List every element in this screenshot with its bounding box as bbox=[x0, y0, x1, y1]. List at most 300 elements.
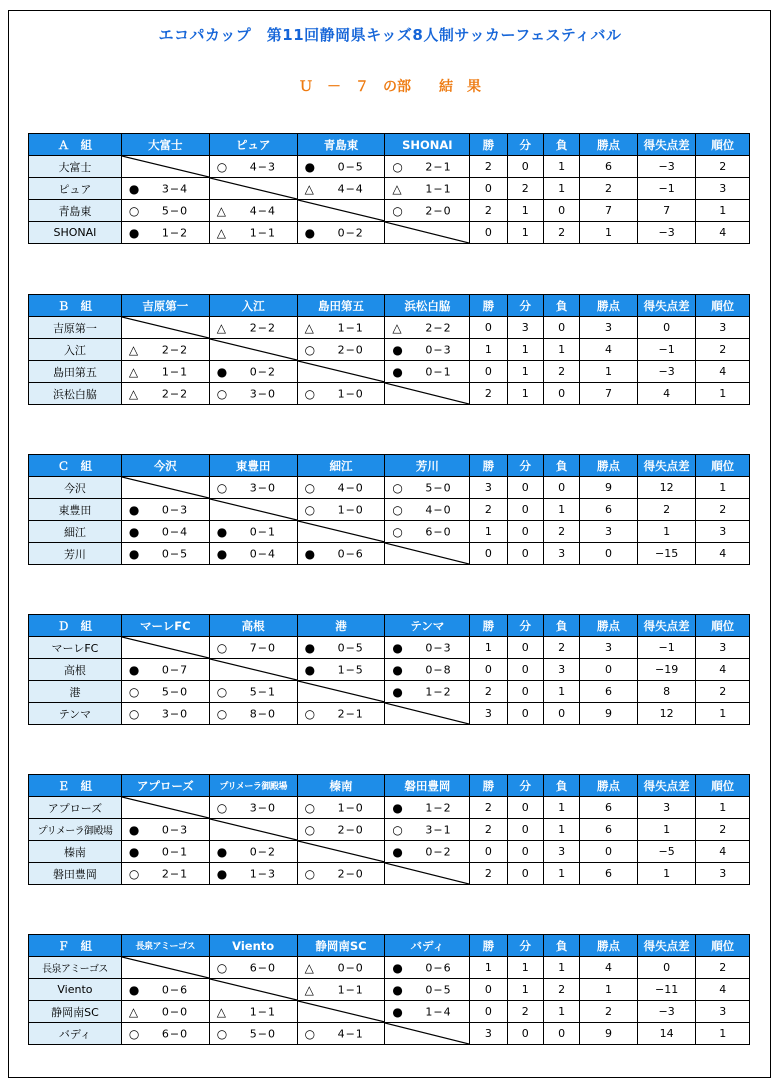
stat-header: 順位 bbox=[696, 134, 750, 156]
stat-value: 0 bbox=[470, 222, 507, 244]
result-mark: ○ bbox=[304, 800, 316, 815]
stat-value: 0 bbox=[543, 1023, 579, 1045]
match-result bbox=[297, 317, 385, 339]
stat-value: 1 bbox=[507, 339, 543, 361]
match-result bbox=[121, 703, 209, 725]
result-score: 0−6 bbox=[337, 547, 364, 560]
result-score: 0−6 bbox=[161, 983, 189, 996]
column-team-header: SHONAI bbox=[385, 134, 470, 156]
stat-header: 勝 bbox=[470, 295, 507, 317]
stat-value: 2 bbox=[696, 819, 750, 841]
match-result bbox=[297, 703, 385, 725]
result-mark: ● bbox=[392, 662, 403, 677]
stat-header: 勝 bbox=[470, 455, 507, 477]
group-name: Ｆ 組 bbox=[29, 935, 122, 957]
table-row bbox=[29, 797, 750, 819]
stat-value: 3 bbox=[543, 543, 579, 565]
result-mark: ● bbox=[128, 502, 140, 517]
result-mark: ○ bbox=[392, 480, 403, 495]
stat-value: 4 bbox=[696, 659, 750, 681]
stat-header: 分 bbox=[507, 775, 543, 797]
row-team-name: Viento bbox=[29, 979, 122, 1001]
stat-value: 1 bbox=[580, 361, 638, 383]
match-result bbox=[121, 361, 209, 383]
match-result bbox=[209, 703, 297, 725]
result-score: 0−4 bbox=[249, 547, 276, 560]
match-result bbox=[385, 1001, 470, 1023]
match-result bbox=[297, 339, 385, 361]
match-result bbox=[121, 1023, 209, 1045]
stat-value: 6 bbox=[580, 819, 638, 841]
column-team-header: 東豊田 bbox=[209, 455, 297, 477]
stat-header: 順位 bbox=[696, 455, 750, 477]
result-score: 2−0 bbox=[337, 867, 364, 880]
match-result bbox=[209, 222, 297, 244]
stat-header: 勝点 bbox=[580, 615, 638, 637]
column-team-header: テンマ bbox=[385, 615, 470, 637]
stat-value: 1 bbox=[543, 957, 579, 979]
result-mark: △ bbox=[392, 320, 402, 335]
stat-value: 2 bbox=[543, 979, 579, 1001]
match-result bbox=[209, 957, 297, 979]
row-team-name: 港 bbox=[29, 681, 122, 703]
stat-header: 得失点差 bbox=[637, 134, 696, 156]
result-mark: △ bbox=[216, 320, 226, 335]
row-team-name: 静岡南SC bbox=[29, 1001, 122, 1023]
result-mark: ○ bbox=[392, 822, 403, 837]
result-score: 0−7 bbox=[161, 663, 189, 676]
match-result bbox=[385, 957, 470, 979]
column-team-header: 今沢 bbox=[121, 455, 209, 477]
stat-value: 9 bbox=[580, 1023, 638, 1045]
diagonal-cell bbox=[297, 361, 385, 383]
stat-value: 4 bbox=[696, 841, 750, 863]
match-result bbox=[209, 841, 297, 863]
match-result bbox=[297, 178, 385, 200]
result-score: 0−1 bbox=[161, 845, 189, 858]
row-team-name: SHONAI bbox=[29, 222, 122, 244]
stat-value: 1 bbox=[507, 979, 543, 1001]
stat-value: 12 bbox=[637, 703, 696, 725]
row-team-name: アプローズ bbox=[29, 797, 122, 819]
result-score: 0−4 bbox=[161, 525, 189, 538]
stat-value: 6 bbox=[580, 156, 638, 178]
stat-value: 8 bbox=[637, 681, 696, 703]
stat-value: 9 bbox=[580, 477, 638, 499]
stat-value: 0 bbox=[470, 178, 507, 200]
match-result bbox=[121, 819, 209, 841]
match-result bbox=[385, 637, 470, 659]
stat-header: 順位 bbox=[696, 935, 750, 957]
row-team-name: バディ bbox=[29, 1023, 122, 1045]
match-result bbox=[209, 1001, 297, 1023]
result-score: 1−1 bbox=[337, 983, 364, 996]
stat-value: 2 bbox=[507, 1001, 543, 1023]
result-score: 1−1 bbox=[249, 226, 276, 239]
stat-value: 1 bbox=[507, 957, 543, 979]
result-score: 3−0 bbox=[249, 801, 276, 814]
match-result bbox=[297, 477, 385, 499]
stat-header: 負 bbox=[543, 775, 579, 797]
stat-value: 1 bbox=[580, 222, 638, 244]
diagonal-cell bbox=[297, 200, 385, 222]
table-row bbox=[29, 703, 750, 725]
stat-value: 1 bbox=[696, 797, 750, 819]
result-mark: ○ bbox=[216, 386, 228, 401]
stat-value: 2 bbox=[580, 1001, 638, 1023]
result-score: 3−0 bbox=[249, 481, 276, 494]
result-mark: ● bbox=[392, 364, 403, 379]
result-mark: ○ bbox=[392, 502, 403, 517]
stat-value: −19 bbox=[637, 659, 696, 681]
result-score: 0−2 bbox=[249, 365, 276, 378]
page-subtitle: Ｕ － ７ の部 結 果 bbox=[299, 79, 481, 95]
stat-value: 1 bbox=[696, 477, 750, 499]
match-result bbox=[297, 222, 385, 244]
diagonal-cell bbox=[209, 659, 297, 681]
table-row bbox=[29, 543, 750, 565]
table-row bbox=[29, 957, 750, 979]
result-mark: ● bbox=[304, 225, 316, 240]
stat-value: 9 bbox=[580, 703, 638, 725]
result-mark: ● bbox=[128, 524, 140, 539]
column-team-header: 島田第五 bbox=[297, 295, 385, 317]
diagonal-cell bbox=[209, 979, 297, 1001]
stat-value: 1 bbox=[470, 957, 507, 979]
result-mark: ○ bbox=[304, 502, 316, 517]
result-mark: ○ bbox=[128, 866, 140, 881]
result-score: 0−0 bbox=[337, 961, 364, 974]
stat-header: 分 bbox=[507, 295, 543, 317]
stat-value: 0 bbox=[637, 957, 696, 979]
stat-value: 2 bbox=[470, 156, 507, 178]
stat-value: 2 bbox=[696, 681, 750, 703]
match-result bbox=[297, 156, 385, 178]
stat-value: 6 bbox=[580, 681, 638, 703]
stat-header: 得失点差 bbox=[637, 775, 696, 797]
result-score: 5−0 bbox=[249, 1027, 276, 1040]
result-mark: △ bbox=[216, 203, 226, 218]
column-team-header: 大富士 bbox=[121, 134, 209, 156]
result-score: 1−1 bbox=[425, 182, 452, 195]
stat-value: 7 bbox=[637, 200, 696, 222]
row-team-name: 芳川 bbox=[29, 543, 122, 565]
stat-value: −3 bbox=[637, 1001, 696, 1023]
stat-value: 0 bbox=[543, 383, 579, 405]
stat-value: 0 bbox=[507, 499, 543, 521]
diagonal-cell bbox=[121, 637, 209, 659]
result-mark: ● bbox=[392, 640, 403, 655]
result-mark: ○ bbox=[304, 342, 316, 357]
stat-value: 4 bbox=[580, 957, 638, 979]
stat-value: 0 bbox=[507, 637, 543, 659]
result-mark: ● bbox=[304, 640, 316, 655]
table-row bbox=[29, 841, 750, 863]
stat-header: 負 bbox=[543, 455, 579, 477]
result-score: 1−2 bbox=[425, 801, 452, 814]
result-score: 8−0 bbox=[249, 707, 276, 720]
stat-value: 0 bbox=[507, 659, 543, 681]
result-mark: △ bbox=[128, 386, 139, 401]
row-team-name: テンマ bbox=[29, 703, 122, 725]
diagonal-cell bbox=[121, 797, 209, 819]
match-result bbox=[121, 339, 209, 361]
result-mark: △ bbox=[128, 342, 139, 357]
stat-header: 負 bbox=[543, 935, 579, 957]
result-score: 4−4 bbox=[337, 182, 364, 195]
match-result bbox=[209, 361, 297, 383]
result-score: 1−2 bbox=[425, 685, 452, 698]
stat-header: 勝点 bbox=[580, 935, 638, 957]
match-result bbox=[121, 499, 209, 521]
stat-value: 1 bbox=[543, 156, 579, 178]
result-mark: ○ bbox=[128, 706, 140, 721]
result-mark: ● bbox=[216, 546, 228, 561]
result-score: 5−0 bbox=[161, 685, 189, 698]
diagonal-cell bbox=[209, 339, 297, 361]
stat-value: 3 bbox=[543, 841, 579, 863]
column-team-header: 浜松白脇 bbox=[385, 295, 470, 317]
stat-value: 0 bbox=[580, 841, 638, 863]
stat-value: 0 bbox=[470, 317, 507, 339]
stat-value: 2 bbox=[470, 681, 507, 703]
stat-header: 勝点 bbox=[580, 775, 638, 797]
table-row bbox=[29, 659, 750, 681]
stat-header: 勝 bbox=[470, 615, 507, 637]
stat-value: 1 bbox=[637, 521, 696, 543]
match-result bbox=[121, 383, 209, 405]
result-score: 0−1 bbox=[249, 525, 276, 538]
result-mark: △ bbox=[304, 982, 314, 997]
match-result bbox=[121, 681, 209, 703]
diagonal-cell bbox=[385, 383, 470, 405]
match-result bbox=[121, 178, 209, 200]
stat-value: 2 bbox=[507, 178, 543, 200]
diagonal-cell bbox=[297, 521, 385, 543]
result-mark: △ bbox=[128, 1004, 139, 1019]
result-score: 0−5 bbox=[337, 160, 364, 173]
column-team-header: マーレFC bbox=[121, 615, 209, 637]
match-result bbox=[209, 156, 297, 178]
match-result bbox=[297, 499, 385, 521]
result-score: 2−0 bbox=[337, 823, 364, 836]
result-score: 5−1 bbox=[249, 685, 276, 698]
stat-value: 0 bbox=[580, 543, 638, 565]
diagonal-cell bbox=[385, 222, 470, 244]
column-team-header: 磐田豊岡 bbox=[385, 775, 470, 797]
match-result bbox=[209, 200, 297, 222]
result-mark: ● bbox=[128, 662, 140, 677]
stat-value: 6 bbox=[580, 797, 638, 819]
column-team-header: 静岡南SC bbox=[297, 935, 385, 957]
row-team-name: マーレFC bbox=[29, 637, 122, 659]
stat-header: 順位 bbox=[696, 295, 750, 317]
result-mark: ● bbox=[304, 662, 316, 677]
column-team-header: アプローズ bbox=[121, 775, 209, 797]
stat-value: 3 bbox=[543, 659, 579, 681]
result-mark: ○ bbox=[392, 159, 403, 174]
result-score: 2−1 bbox=[425, 160, 452, 173]
match-result bbox=[297, 383, 385, 405]
match-result bbox=[209, 543, 297, 565]
match-result bbox=[121, 200, 209, 222]
stat-value: 4 bbox=[696, 361, 750, 383]
match-result bbox=[297, 863, 385, 885]
stat-value: 0 bbox=[470, 1001, 507, 1023]
diagonal-cell bbox=[385, 703, 470, 725]
stat-value: 1 bbox=[507, 200, 543, 222]
stat-value: 0 bbox=[543, 703, 579, 725]
table-row bbox=[29, 499, 750, 521]
stat-value: 4 bbox=[637, 383, 696, 405]
stat-header: 勝 bbox=[470, 134, 507, 156]
result-score: 0−2 bbox=[249, 845, 276, 858]
match-result bbox=[385, 659, 470, 681]
table-row bbox=[29, 383, 750, 405]
group-header-row bbox=[29, 615, 750, 637]
stat-header: 負 bbox=[543, 295, 579, 317]
result-score: 4−0 bbox=[337, 481, 364, 494]
result-score: 0−3 bbox=[425, 343, 452, 356]
match-result bbox=[385, 819, 470, 841]
stat-value: 2 bbox=[543, 222, 579, 244]
result-score: 0−3 bbox=[161, 823, 189, 836]
stat-value: 3 bbox=[507, 317, 543, 339]
stat-value: 0 bbox=[507, 156, 543, 178]
stat-value: 6 bbox=[580, 499, 638, 521]
stat-value: 3 bbox=[696, 521, 750, 543]
row-team-name: 高根 bbox=[29, 659, 122, 681]
table-row bbox=[29, 979, 750, 1001]
result-score: 2−2 bbox=[425, 321, 452, 334]
stat-value: 2 bbox=[470, 863, 507, 885]
stat-value: 6 bbox=[580, 863, 638, 885]
table-row bbox=[29, 156, 750, 178]
stat-header: 分 bbox=[507, 615, 543, 637]
table-row bbox=[29, 477, 750, 499]
stat-value: 2 bbox=[696, 957, 750, 979]
row-team-name: ピュア bbox=[29, 178, 122, 200]
result-mark: ● bbox=[392, 982, 403, 997]
stat-value: 1 bbox=[580, 979, 638, 1001]
match-result bbox=[209, 383, 297, 405]
diagonal-cell bbox=[209, 819, 297, 841]
table-row bbox=[29, 317, 750, 339]
match-result bbox=[385, 339, 470, 361]
match-result bbox=[121, 543, 209, 565]
stat-value: 0 bbox=[507, 477, 543, 499]
stat-header: 得失点差 bbox=[637, 615, 696, 637]
result-score: 1−2 bbox=[161, 226, 189, 239]
row-team-name: 今沢 bbox=[29, 477, 122, 499]
row-team-name: 吉原第一 bbox=[29, 317, 122, 339]
stat-value: 2 bbox=[543, 637, 579, 659]
result-score: 0−5 bbox=[161, 547, 189, 560]
result-mark: ○ bbox=[392, 203, 403, 218]
result-mark: ● bbox=[304, 159, 316, 174]
row-team-name: プリメーラ御殿場 bbox=[29, 819, 122, 841]
result-mark: ○ bbox=[304, 822, 316, 837]
stat-value: −3 bbox=[637, 156, 696, 178]
table-row bbox=[29, 521, 750, 543]
group-header-row bbox=[29, 134, 750, 156]
table-row bbox=[29, 819, 750, 841]
match-result bbox=[297, 543, 385, 565]
diagonal-cell bbox=[385, 863, 470, 885]
stat-value: 1 bbox=[470, 637, 507, 659]
stat-header: 分 bbox=[507, 134, 543, 156]
stat-value: 4 bbox=[696, 543, 750, 565]
stat-header: 得失点差 bbox=[637, 935, 696, 957]
stat-value: 0 bbox=[507, 841, 543, 863]
result-score: 4−4 bbox=[249, 204, 276, 217]
table-row bbox=[29, 681, 750, 703]
row-team-name: 青島東 bbox=[29, 200, 122, 222]
stat-value: 0 bbox=[507, 521, 543, 543]
result-score: 0−5 bbox=[425, 983, 452, 996]
match-result bbox=[121, 979, 209, 1001]
match-result bbox=[385, 200, 470, 222]
stat-value: 3 bbox=[470, 477, 507, 499]
result-mark: ○ bbox=[304, 866, 316, 881]
result-score: 2−2 bbox=[249, 321, 276, 334]
column-team-header: 榛南 bbox=[297, 775, 385, 797]
stat-value: 3 bbox=[580, 521, 638, 543]
stat-value: −3 bbox=[637, 361, 696, 383]
stat-value: 0 bbox=[507, 543, 543, 565]
diagonal-cell bbox=[121, 957, 209, 979]
stat-value: 1 bbox=[696, 383, 750, 405]
table-row bbox=[29, 178, 750, 200]
stat-value: 0 bbox=[507, 863, 543, 885]
stat-value: 0 bbox=[507, 797, 543, 819]
row-team-name: 大富士 bbox=[29, 156, 122, 178]
result-score: 1−1 bbox=[337, 321, 364, 334]
stat-value: −3 bbox=[637, 222, 696, 244]
result-mark: ● bbox=[392, 684, 403, 699]
result-mark: ● bbox=[128, 225, 140, 240]
result-mark: ● bbox=[392, 960, 403, 975]
stat-value: 3 bbox=[470, 1023, 507, 1045]
stat-header: 勝 bbox=[470, 775, 507, 797]
stat-value: 0 bbox=[507, 681, 543, 703]
result-mark: ● bbox=[216, 844, 228, 859]
result-mark: ○ bbox=[216, 800, 228, 815]
stat-value: 4 bbox=[696, 222, 750, 244]
match-result bbox=[209, 521, 297, 543]
stat-value: 2 bbox=[470, 383, 507, 405]
result-score: 1−0 bbox=[337, 801, 364, 814]
stat-value: 1 bbox=[637, 863, 696, 885]
column-team-header: 高根 bbox=[209, 615, 297, 637]
result-score: 4−0 bbox=[425, 503, 452, 516]
table-row bbox=[29, 863, 750, 885]
stat-value: 0 bbox=[543, 317, 579, 339]
row-team-name: 入江 bbox=[29, 339, 122, 361]
group-table bbox=[28, 133, 750, 244]
match-result bbox=[385, 681, 470, 703]
match-result bbox=[385, 797, 470, 819]
diagonal-cell bbox=[209, 499, 297, 521]
table-row bbox=[29, 361, 750, 383]
stat-value: 1 bbox=[696, 1023, 750, 1045]
stat-header: 勝点 bbox=[580, 134, 638, 156]
result-score: 0−0 bbox=[161, 1005, 189, 1018]
stat-header: 勝 bbox=[470, 935, 507, 957]
table-row bbox=[29, 637, 750, 659]
result-mark: ○ bbox=[216, 706, 228, 721]
column-team-header: ピュア bbox=[209, 134, 297, 156]
